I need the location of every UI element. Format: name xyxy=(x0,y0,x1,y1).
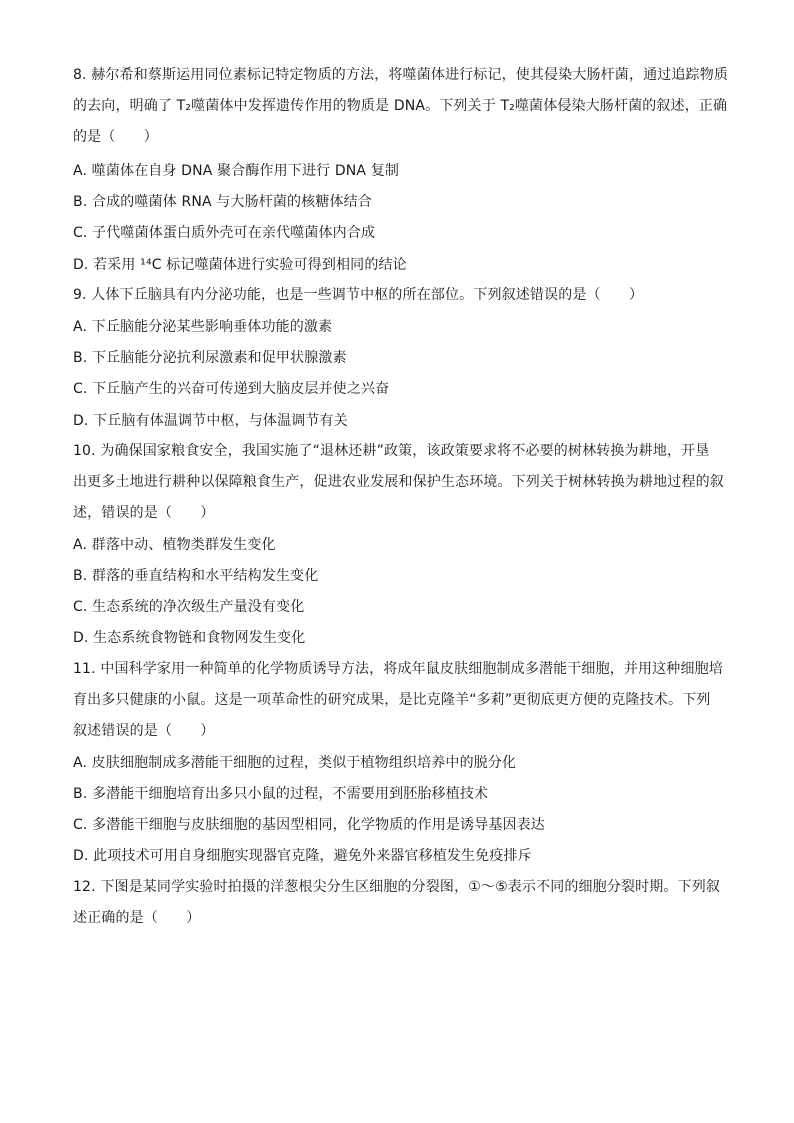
question-11-option-c: C. 多潜能干细胞与皮肤细胞的基因型相同，化学物质的作用是诱导基因表达 xyxy=(73,817,545,833)
question-11-option-d: D. 此项技术可用自身细胞实现器官克隆，避免外来器官移植发生免疫排斥 xyxy=(73,848,532,864)
question-9-stem xyxy=(73,280,723,311)
question-9-option-d: D. 下丘脑有体温调节中枢，与体温调节有关 xyxy=(73,413,348,429)
question-10-option-a: A. 群落中动、植物类群发生变化 xyxy=(73,537,276,553)
question-10-line-2: 出更多土地进行耕种以保障粮食生产，促进农业发展和保护生态环境。下列关于树林转换为耕地过程的叙 xyxy=(73,474,724,490)
question-11-line-1: 11. 中国科学家用一种简单的化学物质诱导方法，将成年鼠皮肤细胞制成多潜能干细胞，并用这种细胞培 xyxy=(73,661,723,677)
question-11-line-2: 育出多只健康的小鼠。这是一项革命性的研究成果，是比克隆羊“多莉”更彻底更方便的克隆技术。下列 xyxy=(73,692,711,708)
question-8-option-a: A. 噬菌体在自身 DNA 聚合酶作用下进行 DNA 复制 xyxy=(73,163,400,179)
question-9-line-1: 9. 人体下丘脑具有内分泌功能，也是一些调节中枢的所在部位。下列叙述错误的是（ ） xyxy=(73,287,644,303)
question-8-option-c: C. 子代噬菌体蛋白质外壳可在亲代噬菌体内合成 xyxy=(73,225,376,241)
question-10-option-b: B. 群落的垂直结构和水平结构发生变化 xyxy=(73,568,319,584)
question-8-line-2: 的去向，明确了 T₂噬菌体中发挥遗传作用的物质是 DNA。下列关于 T₂噬菌体侵染大肠杆菌的叙述，正确 xyxy=(73,98,728,114)
question-11-option-b: B. 多潜能干细胞培育出多只小鼠的过程，不需要用到胚胎移植技术 xyxy=(73,786,489,802)
question-9-option-a: A. 下丘脑能分泌某些影响垂体功能的激素 xyxy=(73,319,333,335)
question-11-line-3: 叙述错误的是（ ） xyxy=(73,723,215,739)
question-12-line-2: 述正确的是（ ） xyxy=(73,910,201,926)
question-10-line-3: 述，错误的是（ ） xyxy=(73,505,215,521)
question-10-line-1: 10. 为确保国家粮食安全，我国实施了“退林还耕”政策，该政策要求将不必要的树林转换为耕地，开垦 xyxy=(73,443,710,459)
question-12-line-1: 12. 下图是某同学实验时拍摄的洋葱根尖分生区细胞的分裂图，①～⑤表示不同的细胞分裂时期。下列叙 xyxy=(73,879,721,895)
question-8-stem xyxy=(73,60,729,153)
question-8-option-d: D. 若采用 ¹⁴C 标记噬菌体进行实验可得到相同的结论 xyxy=(73,257,407,273)
question-8-option-b: B. 合成的噬菌体 RNA 与大肠杆菌的核糖体结合 xyxy=(73,194,372,210)
question-9-option-b: B. 下丘脑能分泌抗利尿激素和促甲状腺激素 xyxy=(73,350,347,366)
question-11-stem xyxy=(73,654,723,747)
question-11-option-a: A. 皮肤细胞制成多潜能干细胞的过程，类似于植物组织培养中的脱分化 xyxy=(73,755,517,771)
question-10-option-c: C. 生态系统的净次级生产量没有变化 xyxy=(73,599,305,615)
question-12-stem xyxy=(73,872,723,934)
question-9-option-c: C. 下丘脑产生的兴奋可传递到大脑皮层并使之兴奋 xyxy=(73,381,390,397)
question-10-option-d: D. 生态系统食物链和食物网发生变化 xyxy=(73,630,306,646)
question-8-line-1: 8. 赫尔希和蔡斯运用同位素标记特定物质的方法，将噬菌体进行标记，使其侵染大肠杆菌，通过追踪物质 xyxy=(73,67,729,83)
question-10-stem xyxy=(73,436,723,529)
question-8-line-3: 的是（ ） xyxy=(73,129,158,145)
